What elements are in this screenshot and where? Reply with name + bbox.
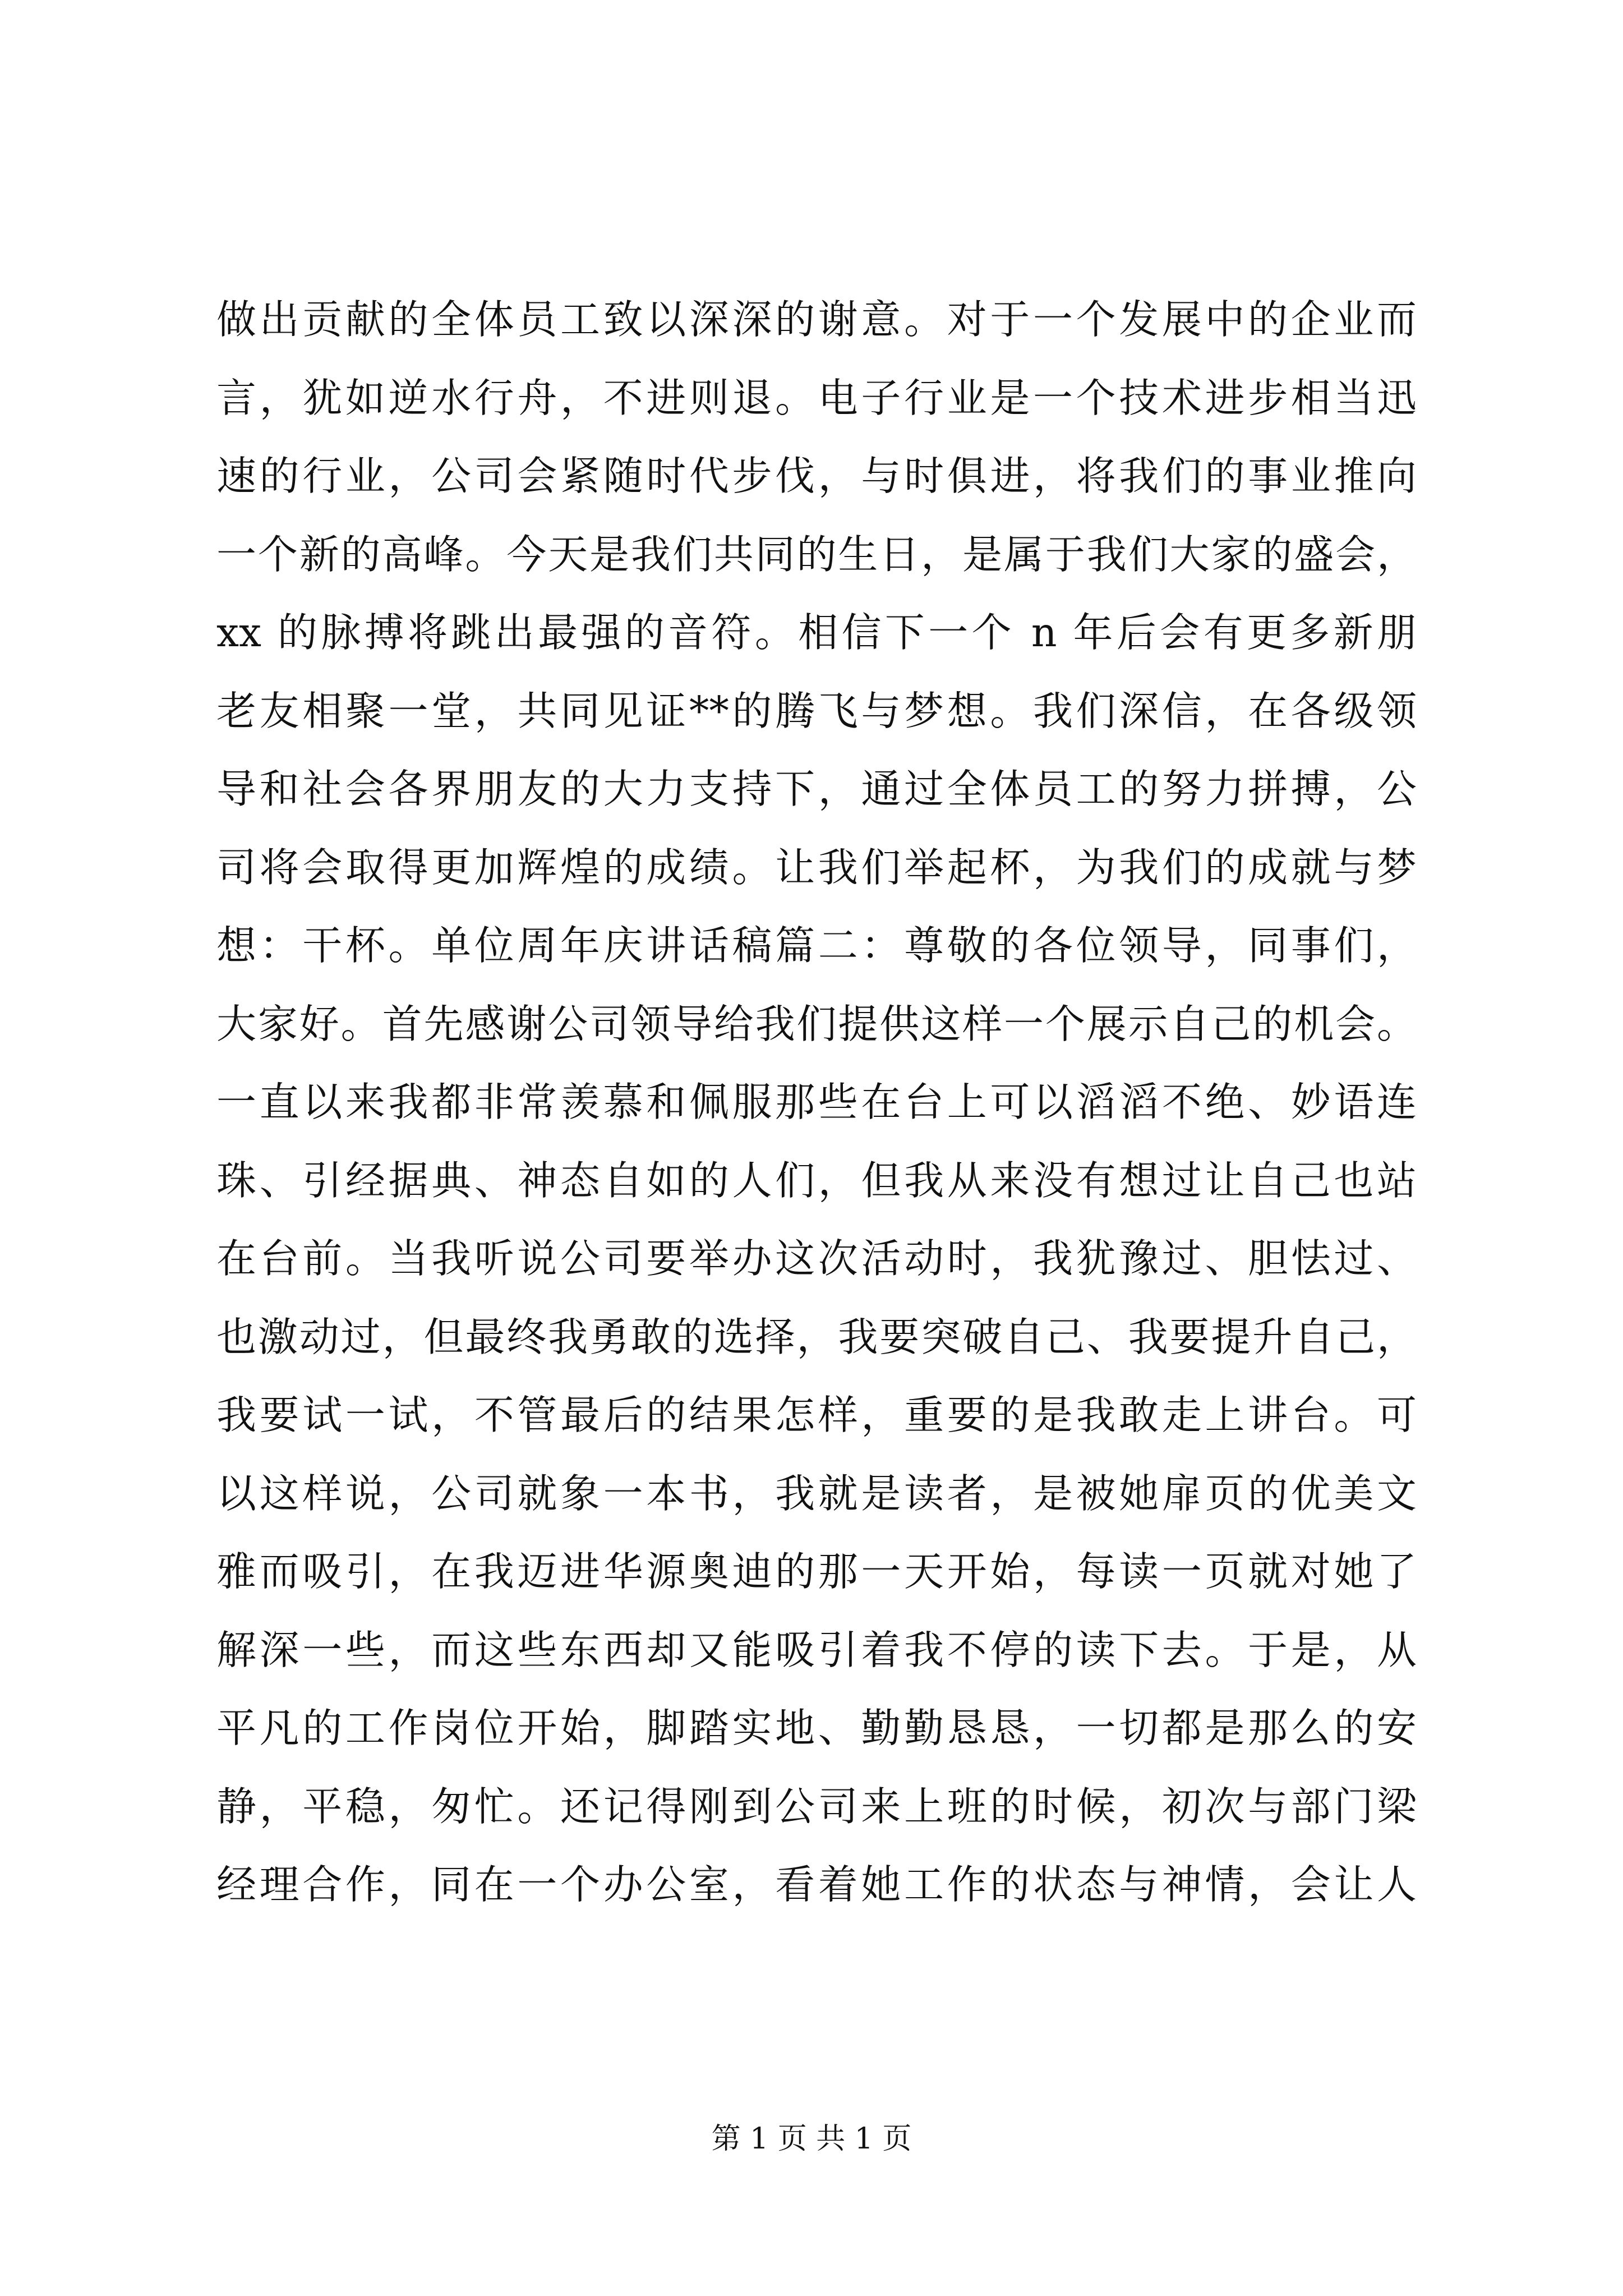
text-line: 也激动过，但最终我勇敢的选择，我要突破自己、我要提升自己， xyxy=(216,1313,1417,1360)
text-line: 以这样说，公司就象一本书，我就是读者，是被她扉页的优美文 xyxy=(216,1470,1417,1517)
text-line: 想：干杯。单位周年庆讲话稿篇二：尊敬的各位领导，同事们， xyxy=(216,922,1417,969)
text-line: 我要试一试，不管最后的结果怎样，重要的是我敢走上讲台。可 xyxy=(216,1392,1417,1438)
text-line: 速的行业，公司会紧随时代步伐，与时俱进，将我们的事业推向 xyxy=(216,453,1417,499)
text-line: 言，犹如逆水行舟，不进则退。电子行业是一个技术进步相当迅 xyxy=(216,374,1417,421)
text-line: 静，平稳，匆忙。还记得刚到公司来上班的时候，初次与部门梁 xyxy=(216,1783,1417,1830)
text-line: 老友相聚一堂，共同见证**的腾飞与梦想。我们深信，在各级领 xyxy=(216,687,1417,734)
text-line: 司将会取得更加辉煌的成绩。让我们举起杯，为我们的成就与梦 xyxy=(216,844,1417,891)
text-line: 平凡的工作岗位开始，脚踏实地、勤勤恳恳，一切都是那么的安 xyxy=(216,1705,1417,1751)
text-line: 解深一些，而这些东西却又能吸引着我不停的读下去。于是，从 xyxy=(216,1626,1417,1673)
page-footer: 第 1 页 共 1 页 xyxy=(711,2122,912,2156)
text-line: 导和社会各界朋友的大力支持下，通过全体员工的努力拼搏，公 xyxy=(216,766,1417,812)
text-line: 经理合作，同在一个办公室，看着她工作的状态与神情，会让人 xyxy=(216,1861,1417,1908)
text-line: 大家好。首先感谢公司领导给我们提供这样一个展示自己的机会。 xyxy=(216,1000,1417,1047)
text-line: 做出贡献的全体员工致以深深的谢意。对于一个发展中的企业而 xyxy=(216,296,1417,343)
text-line: 一直以来我都非常羡慕和佩服那些在台上可以滔滔不绝、妙语连 xyxy=(216,1079,1417,1125)
body-text xyxy=(216,280,1417,1924)
text-line: 在台前。当我听说公司要举办这次活动时，我犹豫过、胆怯过、 xyxy=(216,1235,1417,1282)
text-line: xx 的脉搏将跳出最强的音符。相信下一个 n 年后会有更多新朋 xyxy=(216,609,1417,656)
text-line: 珠、引经据典、神态自如的人们，但我从来没有想过让自己也站 xyxy=(216,1157,1417,1204)
text-line: 一个新的高峰。今天是我们共同的生日，是属于我们大家的盛会， xyxy=(216,531,1417,578)
text-line: 雅而吸引，在我迈进华源奥迪的那一天开始，每读一页就对她了 xyxy=(216,1548,1417,1595)
